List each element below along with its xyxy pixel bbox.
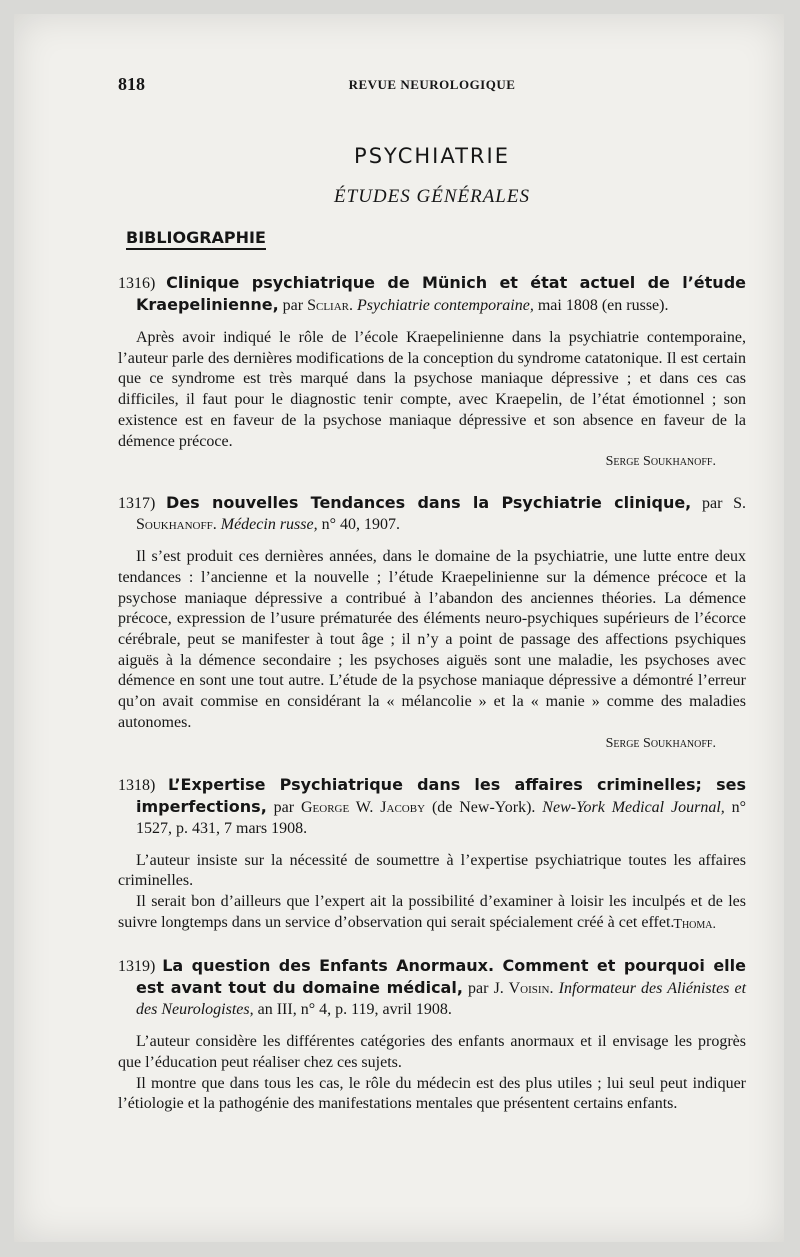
entry-by: par [273,798,295,816]
page-number: 818 [118,74,145,94]
entry-1317 [118,492,746,751]
entry-source: Psychiatrie contemporaine, [357,297,534,314]
entry-by: par [468,980,489,998]
entry-by: par [701,495,723,513]
entry-title: Clinique psychiatrique de Münich et état actuel de l’étude Kraepelinienne, [136,273,747,314]
entry-title: Des nouvelles Tendances dans la Psychiatrie clinique, [166,493,692,513]
journal-title: REVUE NEUROLOGIQUE [348,77,516,92]
entry-header [118,774,746,839]
document-page [14,14,784,1242]
subsection-title: ÉTUDES GÉNÉRALES [334,186,530,207]
page-content [118,74,746,1115]
entry-details: n° 40, 1907. [321,516,401,534]
entry-source: Informateur des Aliénistes et des Neurologistes, [136,980,747,1019]
entry-details: mai 1808 (en russe). [537,297,669,314]
entry-details: an III, n° 4, p. 119, avril 1908. [257,1001,452,1019]
entry-paragraph: Il serait bon d’ailleurs que l’expert ait la possibilité d’examiner à loisir les inculpés et de les suivre longtemps dans un service d’observation qui serait spécialement créé à cet effet. [118,892,746,931]
entry-1316 [118,272,746,470]
entry-by: par [282,297,304,314]
entry-source-sep: . [549,980,554,998]
entry-signature: Serge Soukhanoff. [605,454,716,470]
entry-paragraph: Il s’est produit ces dernières années, dans le domaine de la psychiatrie, une lutte entre deux tendances : l’ancienne et la nouvelle ; l’étude Kraepelinienne sur la démence précoce et la psychose maniaque dépressive a contribué à l’abandon des anciennes théories. La démence précoce, expression de l’usure prématurée des éléments neuro-psychiques supérieurs de l’écorce cérébrale, peut se manifester à tout âge ; il n’y a point de passage des affections psychiques aiguës à la démence secondaire ; les psychoses aiguës sont une maladie, les psychoses avec démence en sont une tout autre. L’étude de la psychose maniaque dépressive a démontré l’erreur qu’on avait commise en considérant la « mélancolie » et la « manie » comme des maladies autonomes. [118,548,746,731]
entry-title: La question des Enfants Anormaux. Comment et pourquoi elle est avant tout du domaine médical, [136,956,747,998]
entry-source-sep: . [212,516,217,534]
entry-header [118,955,746,1020]
entry-signature: Thoma. [673,917,716,933]
bibliography-heading: BIBLIOGRAPHIE [126,228,266,250]
entry-number: 1319) [118,958,156,976]
entry-author: J. Voisin [493,980,550,998]
entry-number: 1317) [118,495,156,513]
entry-title: L’Expertise Psychiatrique dans les affaires criminelles; ses imperfections, [136,774,747,816]
entry-paragraph: L’auteur considère les différentes catégories des enfants anormaux et il envisage les progrès que l’éducation peut réaliser chez ces sujets. [118,1033,746,1072]
entry-author: S. Soukhanoff [136,495,747,534]
entry-header [118,492,746,535]
entry-paragraph: Après avoir indiqué le rôle de l’école Kraepelinienne dans la psychiatrie contemporaine, l’auteur parle des dernières modifications de la conception du syndrome catatonique. Il est certain que ce syndrome est très marqué dans la psychose maniaque dépressive ; et dans ces cas difficiles, il faut pour le diagnostic tenir compte, avec Kraepelin, de l’état émotionnel ; son existence est en faveur de la psychose maniaque dépressive et son absence en faveur de la démence précoce. [118,329,746,450]
entry-paragraph: Il montre que dans tous les cas, le rôle du médecin est des plus utiles ; lui seul peut indiquer l’étiologie et la pathogénie des manifestations mentales que présentent certains enfants. [118,1074,746,1113]
entry-details-pre: (de New-York). [431,798,536,816]
entry-details: n° 1527, p. 431, 7 mars 1908. [136,798,747,837]
entry-author: Scliar [307,297,349,314]
entry-source: New-York Medical Journal, [542,798,725,816]
entry-header [118,272,746,316]
entry-signature: Serge Soukhanoff. [605,735,716,751]
entry-1318 [118,774,746,934]
entry-number: 1316) [118,275,156,292]
entry-paragraph-block [118,892,746,933]
entry-number: 1318) [118,776,156,794]
entry-author: George W. Jacoby [300,798,426,816]
entry-source: Médecin russe, [220,516,318,534]
section-title: PSYCHIATRIE [354,144,510,168]
entry-paragraph: L’auteur insiste sur la nécessité de soumettre à l’expertise psychiatrique toutes les affaires criminelles. [118,851,746,890]
entry-1319 [118,955,746,1115]
entry-source-sep: . [349,297,353,314]
running-head [118,74,746,98]
